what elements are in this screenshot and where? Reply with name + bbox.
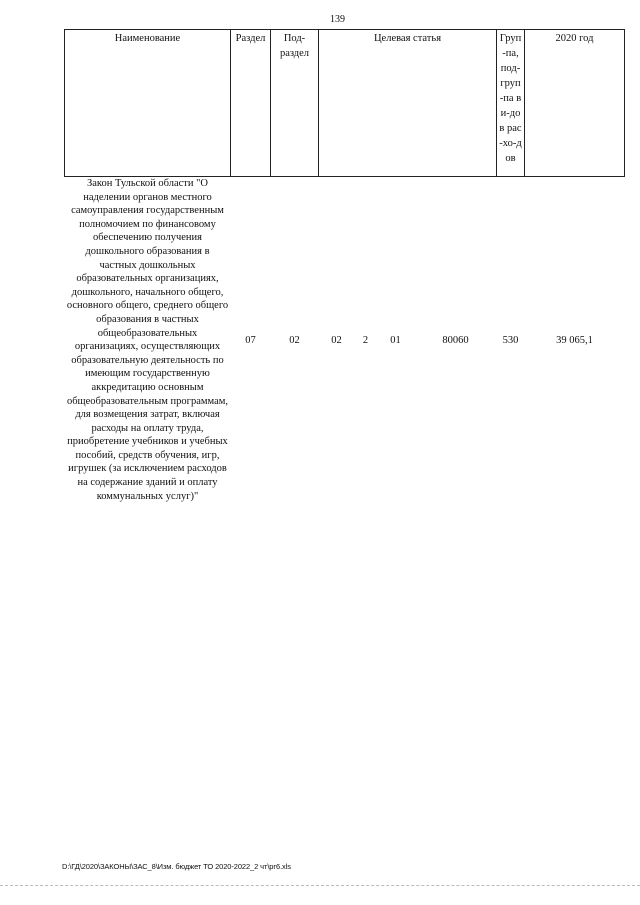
header-year: 2020 год xyxy=(525,30,625,177)
footer-divider xyxy=(0,885,640,886)
row-article-main-event: 01 xyxy=(390,334,401,346)
header-name: Наименование xyxy=(65,30,231,177)
row-section: 07 xyxy=(245,334,256,346)
header-expense-group: Груп-па, под-груп-па ви-дов рас-хо-дов xyxy=(497,30,525,177)
row-subsection: 02 xyxy=(289,334,300,346)
budget-table xyxy=(64,29,625,503)
row-expense-group: 530 xyxy=(502,334,519,346)
header-section: Раздел xyxy=(231,30,271,177)
header-subsection: Под-раздел xyxy=(271,30,319,177)
footer-file-path: D:\ГД\2020\ЗАКОНЫ\ЗАС_8\Изм. бюджет ТО 2020-2022_2 чт\рг6.xls xyxy=(62,862,291,871)
row-name: Закон Тульской области "О наделении органов местного самоуправления государственным полномочием по финансовому обеспечению получения дошкольного образования в частных дошкольных образовательных организациях, дошкольного, начального общего, основного общего, среднего общего образования в частных общеобразовательных организациях, осуществляющих образовательную деятельность по имеющим государственную аккредитацию основным общеобразовательным программам, для возмещения затрат, включая расходы на оплату труда, приобретение учебников и учебных пособий, средств обучения, игр, игрушек (за исключением расходов на содержание зданий и оплату коммунальных услуг)" xyxy=(66,178,229,502)
header-row xyxy=(65,30,625,177)
row-article-program: 02 xyxy=(331,334,342,346)
row-article-direction: 80060 xyxy=(442,334,469,346)
page-number: 139 xyxy=(330,14,345,25)
table-row xyxy=(65,177,625,504)
row-article-subprogram: 2 xyxy=(362,334,369,346)
header-target-article: Целевая статья xyxy=(319,30,497,177)
row-amount-2020: 39 065,1 xyxy=(556,334,593,346)
